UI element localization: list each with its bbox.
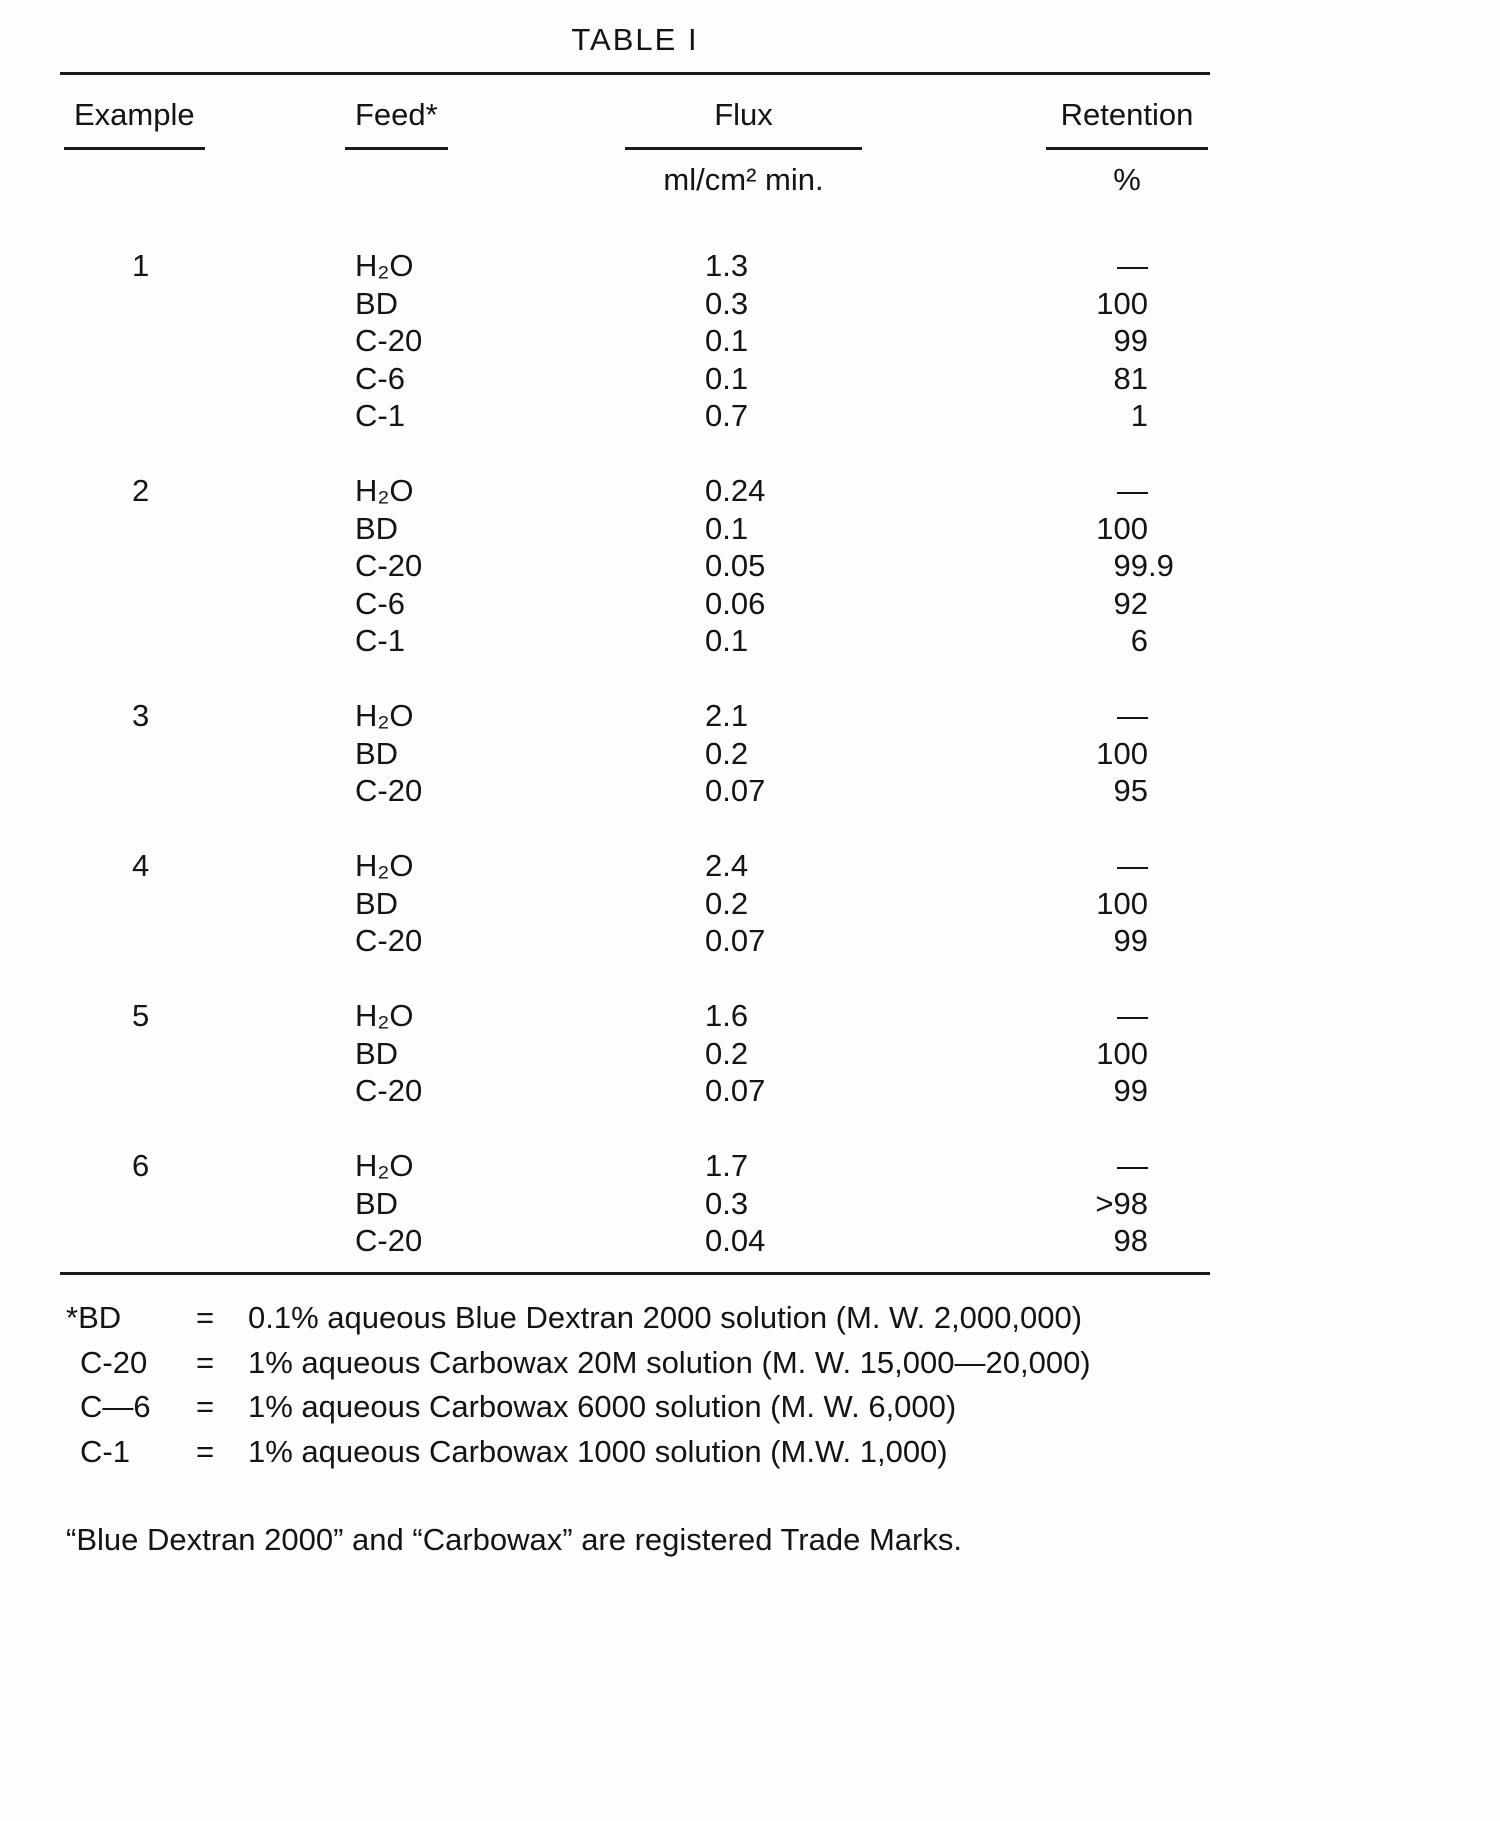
cell-example-number: [60, 1185, 300, 1223]
cell-retention-value: 99: [1113, 923, 1148, 958]
column-header-feed-label: Feed*: [345, 97, 448, 150]
retention-int-part: 99: [1113, 548, 1148, 583]
table-row: [60, 997, 1210, 1035]
cell-feed: H₂O: [355, 473, 414, 508]
cell-feed: C-1: [355, 623, 405, 658]
cell-example-number: 4: [132, 848, 150, 883]
cell-feed: BD: [355, 1185, 399, 1221]
table-top-rule: [60, 72, 1210, 75]
cell-feed: H₂O: [355, 698, 414, 733]
table-row: [60, 472, 1210, 510]
flux-unit-label: ml/cm² min.: [663, 162, 824, 197]
cell-example-number: [60, 285, 300, 323]
cell-feed: C-20: [355, 923, 423, 958]
footnote-definition: 1% aqueous Carbowax 6000 solution (M. W. 6,000): [248, 1389, 957, 1424]
cell-flux-value: 1.6: [705, 998, 749, 1033]
cell-flux-value: 0.24: [705, 473, 766, 508]
cell-retention-value: 100: [1096, 885, 1148, 921]
cell-feed: H₂O: [355, 1148, 414, 1183]
column-header-example: [64, 97, 205, 150]
example-group: [60, 1147, 1210, 1260]
cell-feed: C-20: [355, 323, 423, 358]
cell-flux-value: 0.06: [705, 585, 766, 621]
cell-flux-value: 0.1: [705, 323, 749, 358]
table-body: [60, 247, 1210, 1297]
cell-retention-value: —: [1117, 848, 1148, 883]
cell-flux-value: 0.07: [705, 923, 766, 958]
cell-example-number: 3: [132, 698, 150, 733]
cell-retention-value: 6: [1130, 623, 1148, 658]
example-group: [60, 847, 1210, 960]
footnotes: [66, 1296, 1091, 1474]
table-row: [60, 697, 1210, 735]
cell-example-number: [60, 922, 300, 960]
cell-example-number: [60, 1072, 300, 1110]
cell-retention-value: —: [1117, 998, 1148, 1033]
cell-example-number: [60, 397, 300, 435]
cell-flux-value: 0.1: [705, 360, 749, 396]
cell-flux-value: 0.3: [705, 1185, 749, 1221]
cell-feed: BD: [355, 735, 399, 771]
cell-retention-value: 92: [1113, 585, 1148, 621]
cell-retention-value: 81: [1113, 360, 1148, 396]
cell-retention-value: —: [1117, 698, 1148, 733]
cell-feed: C-20: [355, 773, 423, 808]
cell-flux-value: 0.3: [705, 285, 749, 321]
column-header-example-label: Example: [64, 97, 205, 150]
cell-retention-value: 99.9: [1113, 548, 1174, 583]
table-row: [60, 1222, 1210, 1260]
table-row: [60, 397, 1210, 435]
footnote-term: C—6: [80, 1389, 151, 1424]
cell-example-number: [60, 1035, 300, 1073]
cell-retention-value: 100: [1096, 285, 1148, 321]
table-row: [60, 247, 1210, 285]
cell-feed: C-20: [355, 1073, 423, 1108]
footnote-term: C-1: [80, 1433, 130, 1469]
equals-sign: =: [196, 1300, 215, 1335]
cell-flux-value: 0.04: [705, 1223, 766, 1258]
footnote-definition: 1% aqueous Carbowax 1000 solution (M.W. 1,000): [248, 1433, 948, 1469]
cell-flux-value: 0.2: [705, 735, 749, 771]
cell-example-number: 6: [132, 1148, 150, 1183]
cell-flux-value: 2.4: [705, 848, 749, 883]
cell-example-number: [60, 360, 300, 398]
cell-retention-value: —: [1117, 248, 1148, 283]
footnote-definition: 1% aqueous Carbowax 20M solution (M. W. 15,000—20,000): [248, 1344, 1091, 1380]
footnote-row: [66, 1385, 1091, 1430]
column-header-retention: [1046, 97, 1208, 198]
cell-example-number: [60, 510, 300, 548]
table-row: [60, 885, 1210, 923]
example-group: [60, 247, 1210, 435]
cell-flux-value: 0.07: [705, 1073, 766, 1108]
cell-example-number: 5: [132, 998, 150, 1033]
cell-feed: H₂O: [355, 848, 414, 883]
cell-flux-value: 0.07: [705, 773, 766, 808]
cell-example-number: [60, 322, 300, 360]
cell-feed: C-20: [355, 548, 423, 583]
equals-sign: =: [196, 1344, 215, 1380]
cell-retention-value: 99: [1113, 323, 1148, 358]
trademark-note: “Blue Dextran 2000” and “Carbowax” are registered Trade Marks.: [66, 1522, 962, 1557]
footnote-row: [66, 1296, 1091, 1341]
table-row: [60, 1147, 1210, 1185]
cell-retention-value: 100: [1096, 735, 1148, 771]
footnote-row: [66, 1430, 1091, 1475]
column-header-flux: [625, 97, 862, 198]
column-header-feed: [345, 97, 448, 150]
cell-flux-value: 0.1: [705, 510, 749, 546]
cell-feed: BD: [355, 510, 399, 546]
table-row: [60, 847, 1210, 885]
table-row: [60, 510, 1210, 548]
cell-retention-value: 1: [1130, 398, 1148, 433]
table-row: [60, 585, 1210, 623]
cell-retention-value: 98: [1113, 1223, 1148, 1258]
cell-example-number: [60, 622, 300, 660]
cell-feed: H₂O: [355, 248, 414, 283]
table-row: [60, 1072, 1210, 1110]
cell-flux-value: 0.7: [705, 398, 749, 433]
footnote-definition: 0.1% aqueous Blue Dextran 2000 solution (M. W. 2,000,000): [248, 1300, 1083, 1335]
column-header-retention-label: Retention: [1060, 97, 1194, 132]
table-title: TABLE I: [571, 22, 699, 57]
table-row: [60, 1035, 1210, 1073]
cell-feed: BD: [355, 1035, 399, 1071]
cell-retention-value: 99: [1113, 1073, 1148, 1108]
table-row: [60, 735, 1210, 773]
cell-feed: C-1: [355, 398, 405, 433]
cell-feed: C-6: [355, 360, 405, 396]
cell-example-number: [60, 547, 300, 585]
cell-example-number: [60, 772, 300, 810]
cell-example-number: 2: [132, 473, 150, 508]
cell-feed: BD: [355, 885, 399, 921]
equals-sign: =: [196, 1433, 215, 1469]
cell-retention-value: 100: [1096, 1035, 1148, 1071]
cell-flux-value: 0.2: [705, 1035, 749, 1071]
example-group: [60, 697, 1210, 810]
footnote-term: *BD: [66, 1300, 122, 1335]
cell-flux-value: 1.7: [705, 1148, 749, 1183]
table-bottom-rule: [60, 1272, 1210, 1275]
cell-retention-value: >98: [1095, 1185, 1148, 1221]
cell-flux-value: 1.3: [705, 248, 749, 283]
retention-header-underline: [1046, 147, 1208, 150]
cell-example-number: [60, 1222, 300, 1260]
cell-retention-value: —: [1117, 473, 1148, 508]
cell-example-number: [60, 735, 300, 773]
table-row: [60, 772, 1210, 810]
cell-flux-value: 0.1: [705, 623, 749, 658]
example-group: [60, 472, 1210, 660]
cell-retention-value: 100: [1096, 510, 1148, 546]
table-row: [60, 1185, 1210, 1223]
table-row: [60, 622, 1210, 660]
flux-header-underline: [625, 147, 862, 150]
table-row: [60, 322, 1210, 360]
cell-flux-value: 0.05: [705, 548, 766, 583]
cell-example-number: [60, 885, 300, 923]
cell-retention-value: 95: [1113, 773, 1148, 808]
table-row: [60, 922, 1210, 960]
retention-unit-label: %: [1113, 162, 1141, 197]
cell-feed: H₂O: [355, 998, 414, 1033]
example-group: [60, 997, 1210, 1110]
table-row: [60, 360, 1210, 398]
cell-feed: BD: [355, 285, 399, 321]
cell-flux-value: 0.2: [705, 885, 749, 921]
footnote-row: [66, 1341, 1091, 1386]
cell-feed: C-20: [355, 1223, 423, 1258]
cell-flux-value: 2.1: [705, 698, 749, 733]
footnote-term: C-20: [80, 1344, 148, 1380]
cell-retention-value: —: [1117, 1148, 1148, 1183]
table-row: [60, 285, 1210, 323]
equals-sign: =: [196, 1389, 215, 1424]
cell-feed: C-6: [355, 585, 405, 621]
cell-example-number: 1: [132, 248, 150, 283]
cell-example-number: [60, 585, 300, 623]
table-row: [60, 547, 1210, 585]
column-header-flux-label: Flux: [714, 97, 773, 132]
